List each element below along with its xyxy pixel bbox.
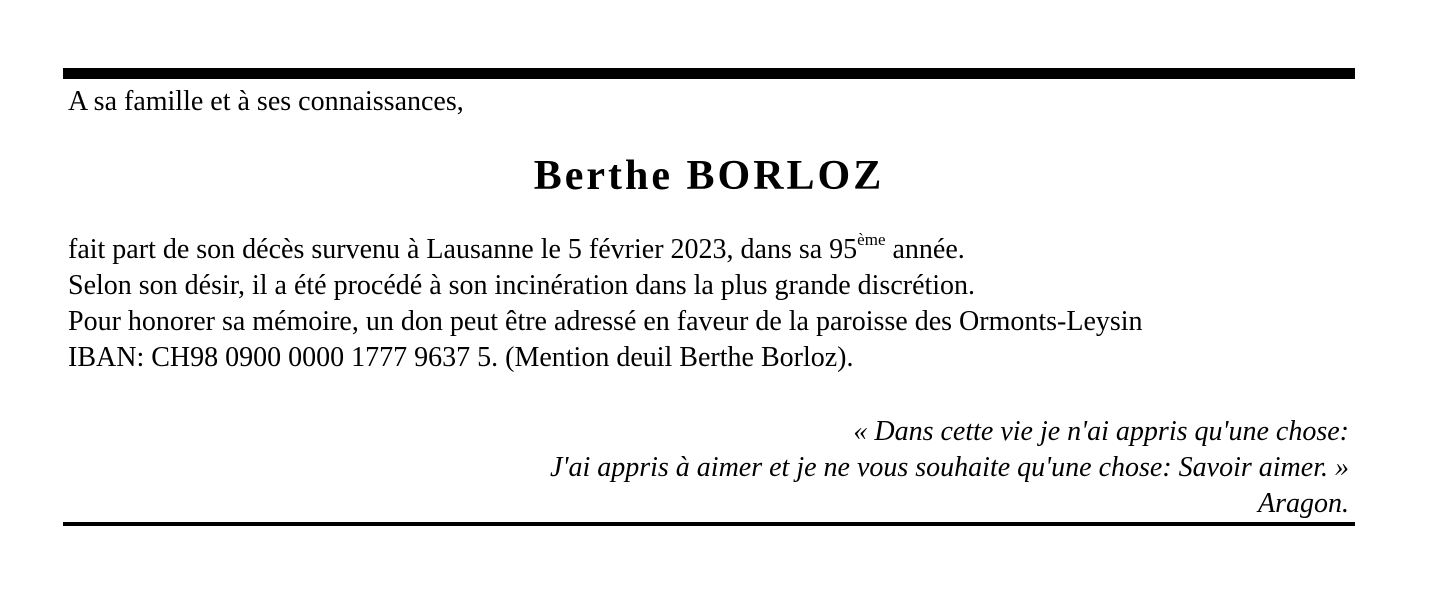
- quote-line-2: J'ai appris à aimer et je ne vous souhaite qu'une chose: Savoir aimer. »: [550, 452, 1349, 483]
- announcement-line-1-end: année.: [885, 234, 965, 265]
- top-rule: [63, 68, 1355, 79]
- ordinal-suffix: ème: [857, 229, 886, 249]
- bottom-rule: [63, 522, 1355, 526]
- deceased-name: Berthe BORLOZ: [533, 153, 885, 199]
- greeting: A sa famille et à ses connaissances,: [68, 86, 464, 117]
- announcement-line-1-text: fait part de son décès survenu à Lausanne le 5 février 2023, dans sa 95: [68, 234, 858, 265]
- announcement-text: [68, 229, 1143, 376]
- iban-line: IBAN: CH98 0900 0000 1777 9637 5. (Mention deuil Berthe Borloz).: [68, 342, 854, 373]
- quote-author: Aragon.: [1258, 488, 1349, 519]
- announcement-line-2: Selon son désir, il a été procédé à son incinération dans la plus grande discrétion.: [68, 270, 976, 301]
- announcement-line-3: Pour honorer sa mémoire, un don peut être adressé en faveur de la paroisse des Ormonts-Leysin: [68, 306, 1143, 337]
- death-notice: [63, 68, 1355, 519]
- quote-line-1: « Dans cette vie je n'ai appris qu'une chose:: [853, 416, 1349, 447]
- announcement-line-1: [68, 229, 1143, 268]
- quote: [550, 414, 1349, 522]
